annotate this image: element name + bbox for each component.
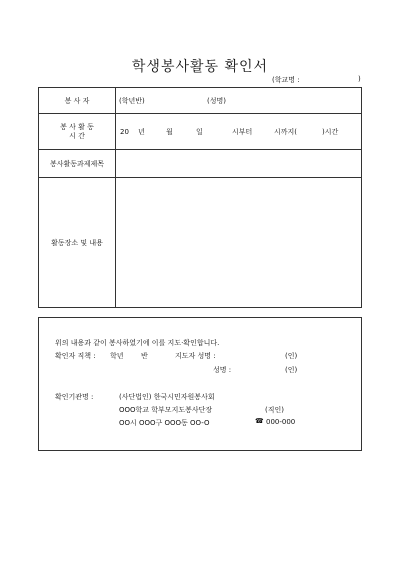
content-label: 활동장소 및 내용 (51, 238, 103, 247)
volunteer-label-cell (39, 88, 116, 114)
hours-year-unit: 년 (138, 127, 145, 136)
hours-month-unit: 월 (166, 127, 173, 136)
hours-to: 시까지( (274, 127, 298, 136)
topic-label: 봉사활동과제제목 (49, 159, 105, 168)
hours-label-line1: 봉 사 활 동 (60, 122, 94, 131)
seal-mark-1: (인) (285, 352, 298, 360)
volunteer-value-cell[interactable] (116, 88, 362, 114)
seal-mark-3: (직인) (265, 406, 284, 414)
page-title: 학생봉사활동 확인서 (131, 59, 269, 75)
name-label: 성명 : (213, 366, 232, 374)
hours-label-line2: 시 간 (69, 131, 85, 140)
school-name-label: (학교명 : (272, 76, 300, 84)
hours-unit: )시간 (322, 127, 339, 136)
confirmer-label: 확인자 직책 : (55, 352, 96, 360)
school-name-close: ) (358, 75, 361, 83)
seal-mark-2: (인) (285, 366, 298, 374)
grade-class-label: (학년반) (119, 96, 145, 105)
org-name: (사단법인) 한국시민자원봉사회 (119, 393, 215, 401)
content-value-cell[interactable] (116, 178, 362, 308)
volunteer-name-label: (성명) (207, 96, 226, 105)
content-label-cell (39, 178, 116, 308)
supervisor-label: 지도자 성명 : (175, 352, 216, 360)
hours-day-unit: 일 (196, 127, 203, 136)
hours-value-cell[interactable] (116, 114, 362, 150)
school-name-field[interactable] (272, 75, 361, 85)
hours-from: 시부터 (232, 127, 253, 136)
topic-label-cell (39, 150, 116, 178)
confirmer-class: 반 (141, 352, 148, 360)
school-director: OOO학교 학부모지도봉사단장 (119, 406, 213, 414)
hours-label-cell (39, 114, 116, 150)
phone-icon: ☎ (255, 417, 264, 425)
topic-value-cell[interactable] (116, 150, 362, 178)
org-address: OO시 OOO구 OOO동 OO-O (119, 419, 210, 427)
hours-year: 20 (120, 127, 129, 136)
confirmation-box (38, 317, 362, 451)
volunteer-form-table (38, 87, 362, 308)
volunteer-label: 봉 사 자 (64, 96, 90, 105)
confirm-statement: 위의 내용과 같이 봉사하였기에 이를 지도·확인합니다. (55, 339, 220, 347)
org-phone: 000-000 (266, 418, 296, 426)
org-label: 확인기관명 : (55, 393, 94, 401)
confirmer-grade: 학년 (110, 352, 124, 360)
